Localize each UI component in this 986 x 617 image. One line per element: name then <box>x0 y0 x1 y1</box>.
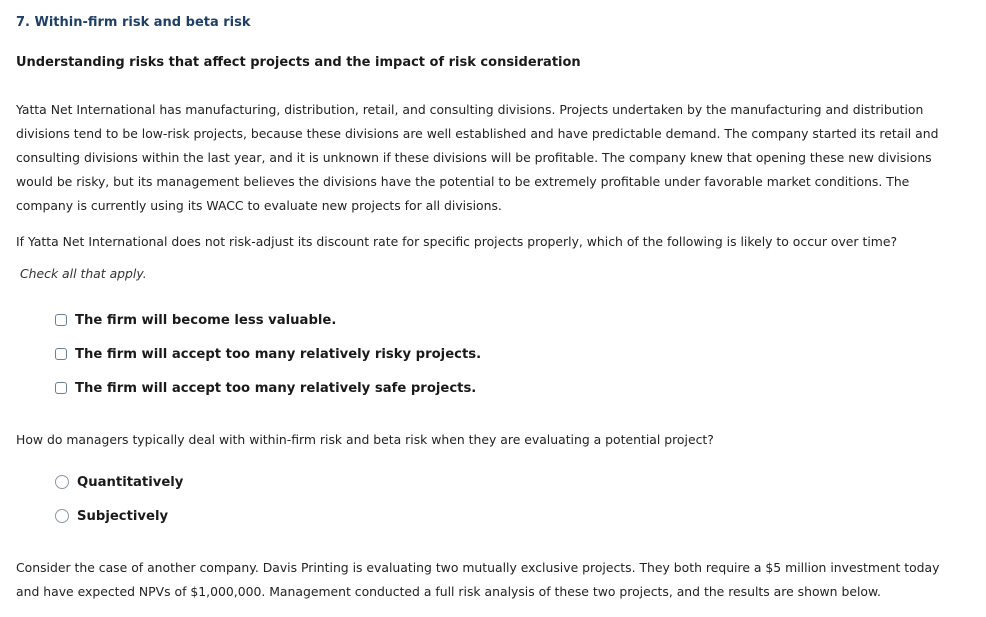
section-title: 7. Within-firm risk and beta risk <box>16 15 251 30</box>
option-quantitatively[interactable] <box>55 472 183 492</box>
option-label[interactable]: Quantitatively <box>77 474 184 490</box>
intro-line: company is currently using its WACC to evaluate new projects for all divisions. <box>16 198 502 213</box>
intro-line: divisions tend to be low-risk projects, because these divisions are well established and have predictable demand. The company started its retail and <box>16 126 939 141</box>
intro-paragraph <box>16 98 946 218</box>
intro-line: would be risky, but its management believes the divisions have the potential to be extremely profitable under favorable market conditions. The <box>16 174 910 189</box>
checkbox[interactable] <box>55 314 67 326</box>
intro-line: Yatta Net International has manufacturing, distribution, retail, and consulting divisions. Projects undertaken by the manufacturing and distribution <box>16 102 924 117</box>
option-less-valuable[interactable] <box>55 310 336 330</box>
option-too-many-safe[interactable] <box>55 378 476 398</box>
option-too-many-risky[interactable] <box>55 344 481 364</box>
radio-button[interactable] <box>55 509 69 523</box>
radio-button[interactable] <box>55 475 69 489</box>
case-line: Consider the case of another company. Davis Printing is evaluating two mutually exclusive projects. They both require a $5 million investment today <box>16 560 940 575</box>
option-label[interactable]: The firm will accept too many relatively safe projects. <box>75 380 477 396</box>
checkbox[interactable] <box>55 382 67 394</box>
option-label[interactable]: The firm will become less valuable. <box>75 312 337 328</box>
question-1-text: If Yatta Net International does not risk-adjust its discount rate for specific projects properly, which of the following is likely to occur over time? <box>16 234 898 249</box>
option-label[interactable]: The firm will accept too many relatively risky projects. <box>75 346 482 362</box>
option-subjectively[interactable] <box>55 506 168 526</box>
case-line: and have expected NPVs of $1,000,000. Management conducted a full risk analysis of these two projects, and the results are shown below. <box>16 584 881 599</box>
intro-line: consulting divisions within the last year, and it is unknown if these divisions will be profitable. The company knew that opening these new divisions <box>16 150 932 165</box>
question-2-text: How do managers typically deal with within-firm risk and beta risk when they are evaluating a potential project? <box>16 432 714 447</box>
case-paragraph <box>16 556 946 604</box>
check-all-instruction: Check all that apply. <box>20 266 147 281</box>
checkbox[interactable] <box>55 348 67 360</box>
section-subheading: Understanding risks that affect projects and the impact of risk consideration <box>16 55 581 70</box>
option-label[interactable]: Subjectively <box>77 508 169 524</box>
